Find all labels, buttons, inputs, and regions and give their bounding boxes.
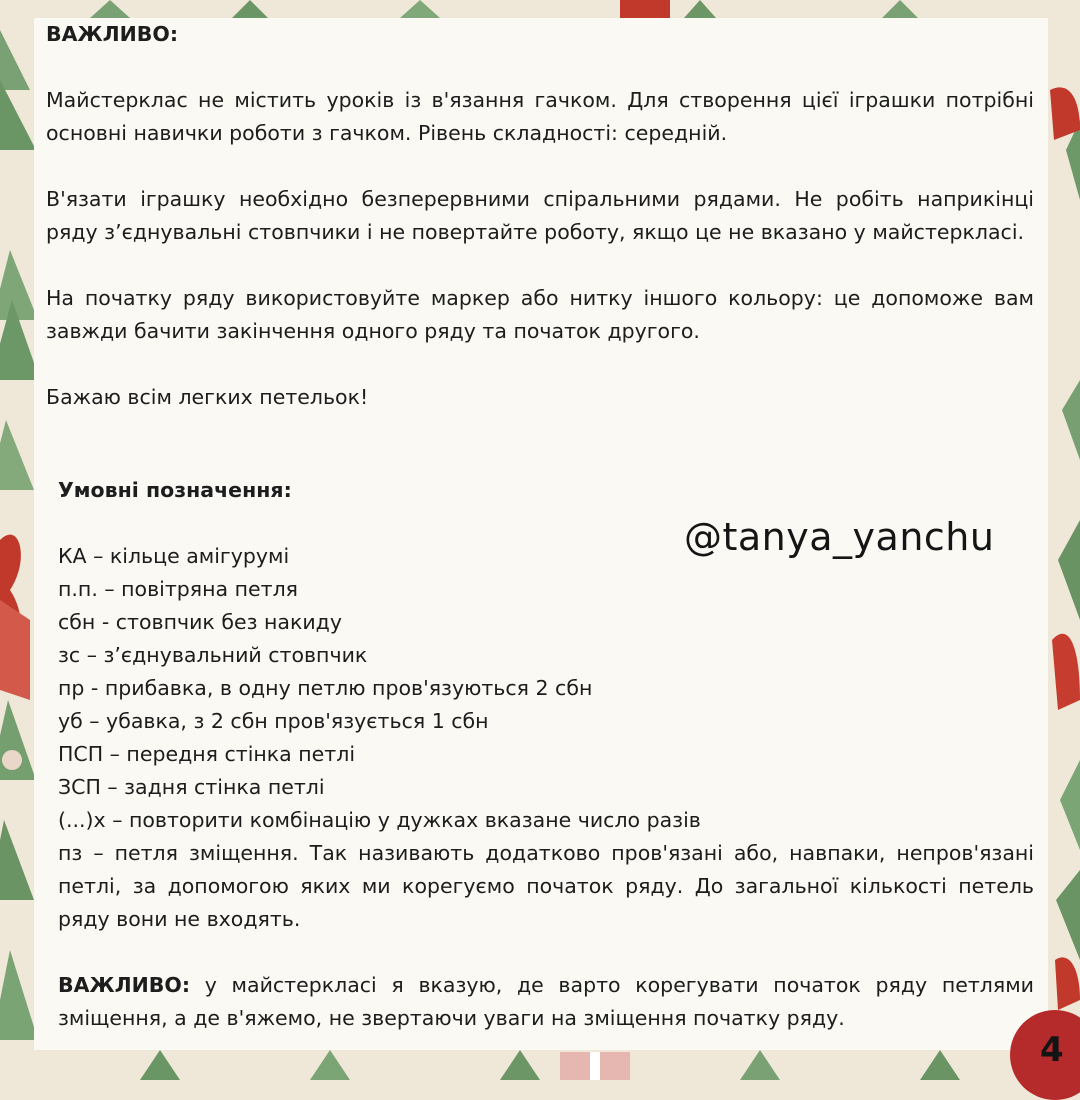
legend-item: пр - прибавка, в одну петлю пров'язуються 2 сбн [58, 676, 593, 700]
legend-item: п.п. – повітряна петля [58, 577, 299, 601]
intro-paragraph: Майстерклас не містить уроків із в'язання гачком. Для створення цієї іграшки потрібні основні навички роботи з гачком. Рівень складності: середній. [46, 88, 1034, 145]
closing-text: у майстеркласі я вказую, де варто корегувати початок ряду петлями зміщення, а де в'яжемо, не звертаючи уваги на зміщення початку ряду. [58, 973, 1034, 1030]
legend-item: зс – з’єднувальний стовпчик [58, 643, 368, 667]
intro-paragraph: В'язати іграшку необхідно безперервними спіральними рядами. Не робіть наприкінці ряду з’єднувальні стовпчики і не повертайте роботу, якщо це не вказано у майстеркласі. [46, 187, 1034, 244]
legend-item: пз – петля зміщення. Так називають додатково пров'язані або, навпаки, непров'язані петлі, за допомогою яких ми корегуємо початок ряду. До загальної кількості петель ряду вони не входять. [58, 841, 1034, 931]
legend-list [58, 540, 1034, 936]
legend-item: ПСП – передня стінка петлі [58, 742, 356, 766]
intro-paragraph: Бажаю всім легких петельок! [46, 385, 369, 409]
closing-note [58, 969, 1034, 1035]
legend-item: ЗСП – задня стінка петлі [58, 775, 325, 799]
legend-item: КА – кільце амігурумі [58, 544, 290, 568]
legend-heading: Умовні позначення: [58, 478, 292, 502]
important-heading: ВАЖЛИВО: [46, 22, 179, 46]
legend-item: уб – убавка, з 2 сбн пров'язується 1 сбн [58, 709, 489, 733]
legend-item: сбн - стовпчик без накиду [58, 610, 342, 634]
legend-item: (...)х – повторити комбінацію у дужках вказане число разів [58, 808, 701, 832]
intro-section [46, 18, 1034, 414]
page-number: 4 [1040, 1030, 1064, 1070]
closing-label: ВАЖЛИВО: [58, 973, 191, 997]
author-watermark: @tanya_yanchu [684, 515, 995, 559]
intro-paragraph: На початку ряду використовуйте маркер або нитку іншого кольору: це допоможе вам завжди бачити закінчення одного ряду та початок другого. [46, 286, 1034, 343]
